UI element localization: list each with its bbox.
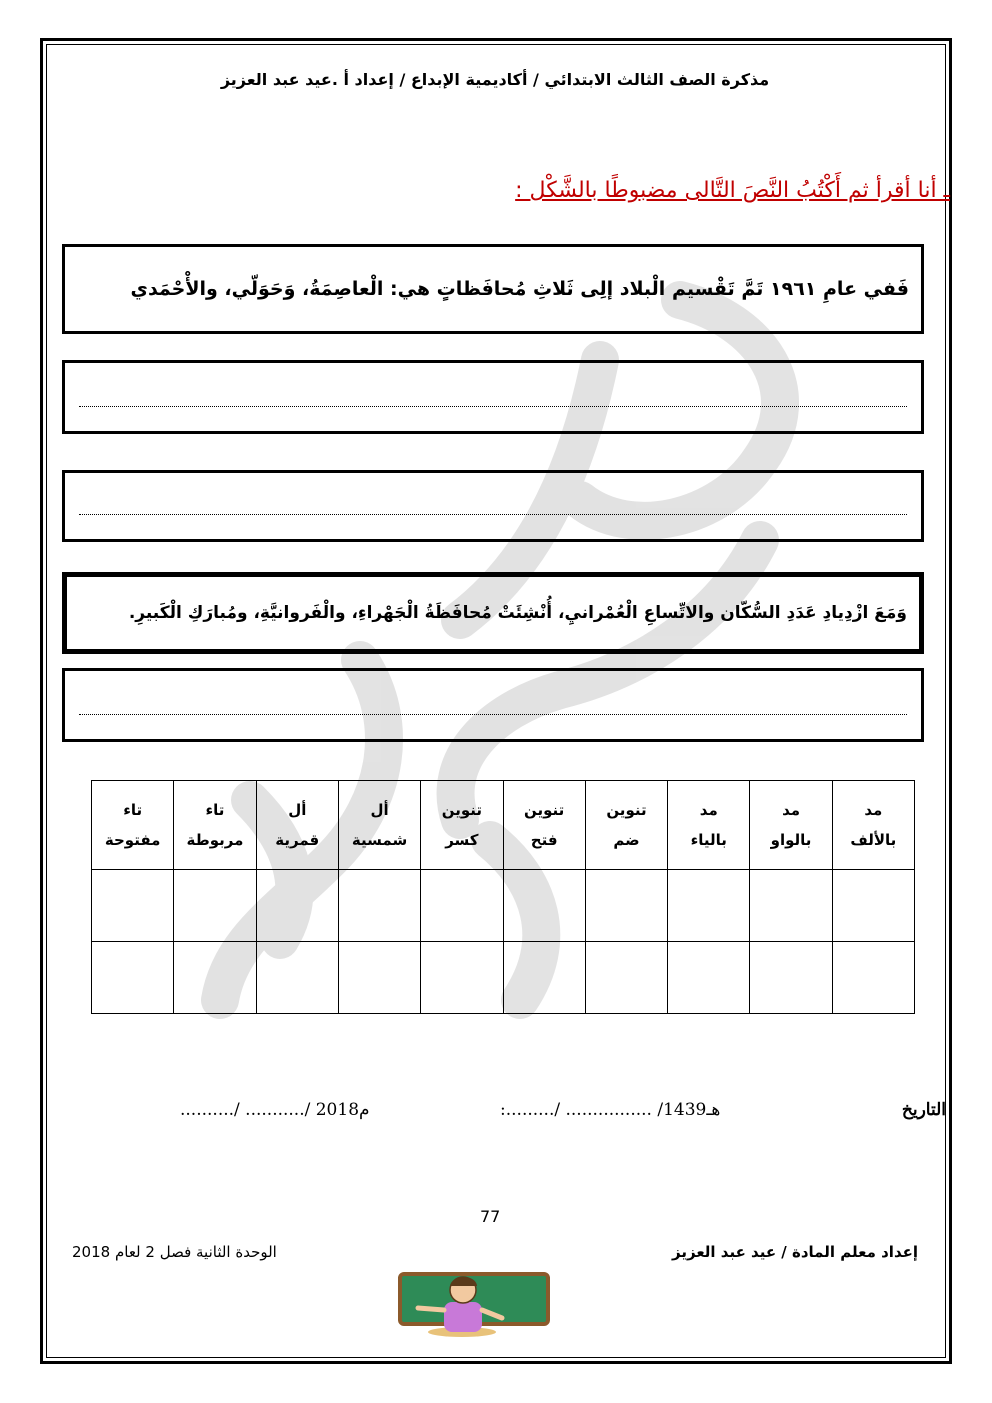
header-tanween-damm: تنوين ضم bbox=[585, 781, 667, 870]
dotted-line bbox=[79, 714, 907, 715]
writing-box-3[interactable] bbox=[62, 668, 924, 742]
header-madd-waw: مد بالواو bbox=[750, 781, 832, 870]
table-header-row bbox=[92, 781, 915, 870]
table-cell[interactable] bbox=[92, 870, 174, 942]
table-cell[interactable] bbox=[585, 942, 667, 1014]
table-cell[interactable] bbox=[174, 942, 256, 1014]
header-madd-yaa: مد بالياء bbox=[668, 781, 750, 870]
dotted-line bbox=[79, 514, 907, 515]
table-cell[interactable] bbox=[421, 870, 503, 942]
table-cell[interactable] bbox=[92, 942, 174, 1014]
table-cell[interactable] bbox=[256, 942, 338, 1014]
teacher-clipart-icon bbox=[392, 1268, 552, 1338]
footer-unit: الوحدة الثانية فصل 2 لعام 2018 bbox=[72, 1243, 277, 1261]
header-tanween-fath: تنوين فتح bbox=[503, 781, 585, 870]
table-row bbox=[92, 870, 915, 942]
table-cell[interactable] bbox=[750, 870, 832, 942]
passage-text-1: فَفي عامِ ١٩٦١ تَمَّ تَقْسيم الْبلاد إلِى ثَلاثِ مُحافَظاتٍ هي: الْعاصِمَةُ، وَحَوَلّي، والأْحْمَدي bbox=[130, 278, 909, 300]
table-cell[interactable] bbox=[174, 870, 256, 942]
header-al-qamariya: أل قمرية bbox=[256, 781, 338, 870]
writing-box-2[interactable] bbox=[62, 470, 924, 542]
passage-box-2 bbox=[62, 572, 924, 654]
table-cell[interactable] bbox=[832, 870, 914, 942]
classification-table bbox=[91, 780, 915, 1014]
header-taa-maftuha: تاء مفتوحة bbox=[92, 781, 174, 870]
date-label: التاريخ bbox=[901, 1100, 946, 1120]
table-cell[interactable] bbox=[750, 942, 832, 1014]
instruction-text: ـ أنا أقرأ ثم أَكْتُبُ النَّصَ التَّالى مضبوطًا بالشَّكْل : bbox=[515, 178, 950, 203]
dotted-line bbox=[79, 406, 907, 407]
table-cell[interactable] bbox=[668, 870, 750, 942]
table-cell[interactable] bbox=[585, 870, 667, 942]
page-number: 77 bbox=[480, 1207, 501, 1226]
table-row bbox=[92, 942, 915, 1014]
table-cell[interactable] bbox=[256, 870, 338, 942]
table-cell[interactable] bbox=[668, 942, 750, 1014]
passage-box-1 bbox=[62, 244, 924, 334]
page-header: مذكرة الصف الثالث الابتدائي / أكاديمية الإبداع / إعداد أ .عيد عبد العزيز bbox=[220, 70, 770, 89]
table-cell[interactable] bbox=[832, 942, 914, 1014]
header-taa-marbuta: تاء مربوطة bbox=[174, 781, 256, 870]
passage-text-2: وَمَعَ ازْدِيادِ عَدَدِ السُّكّان والاتِّساعِ الْعُمْرانيِ، أُنْشِئَتْ مُحافَظَةُ الْجَهْراءِ، والْفَروانيَّةِ، ومُبارَكِ الْكَبيرِ. bbox=[128, 603, 907, 623]
table-cell[interactable] bbox=[503, 870, 585, 942]
table-cell[interactable] bbox=[503, 942, 585, 1014]
header-al-shamsiya: أل شمسية bbox=[338, 781, 420, 870]
footer-author: إعداد معلم المادة / عيد عبد العزيز bbox=[672, 1243, 918, 1261]
header-tanween-kasr: تنوين كسر bbox=[421, 781, 503, 870]
writing-box-1[interactable] bbox=[62, 360, 924, 434]
date-gregorian: ........../ .........../ 2018م bbox=[180, 1100, 370, 1120]
table-cell[interactable] bbox=[338, 942, 420, 1014]
table-cell[interactable] bbox=[338, 870, 420, 942]
table-cell[interactable] bbox=[421, 942, 503, 1014]
header-madd-alif: مد بالألف bbox=[832, 781, 914, 870]
date-hijri: :........./ ................ /1439هـ bbox=[500, 1100, 721, 1120]
